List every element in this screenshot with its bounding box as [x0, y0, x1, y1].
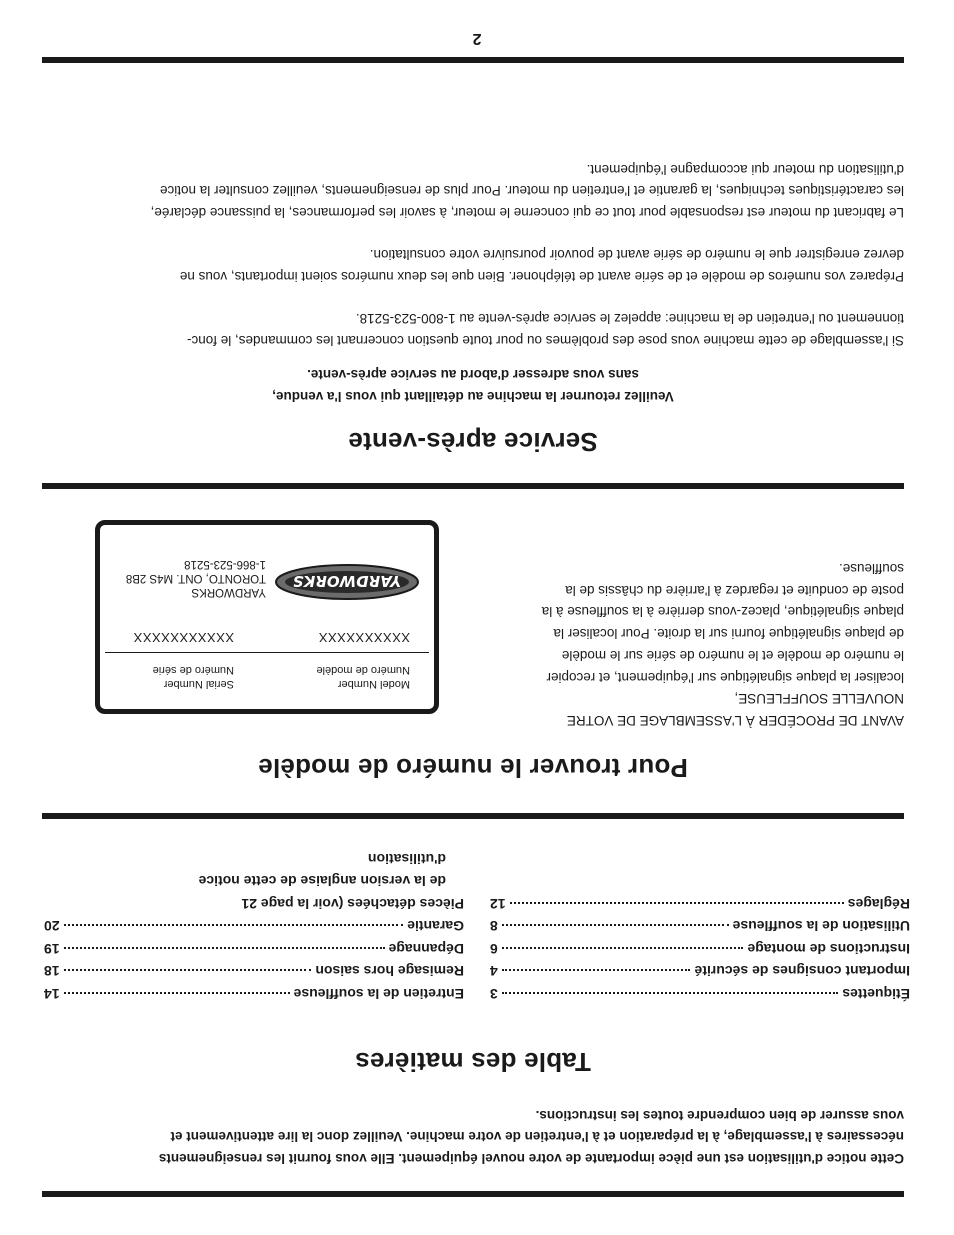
service-line: d'utilisation du moteur qui accompagne l'équipement. [586, 162, 904, 177]
divider-rule [42, 57, 904, 63]
model-title: Pour trouver le numéro de modèle [258, 753, 688, 783]
toc-entry[interactable] [490, 912, 910, 935]
toc-entry-parts-cont [44, 867, 464, 890]
model-plate-card [95, 520, 439, 714]
paragraph-gap [42, 287, 904, 308]
toc-entry-label: Réglages [847, 896, 910, 912]
intro-line: vous assurer de bien comprendre toutes les instructions. [535, 1108, 904, 1123]
toc-entry-label: Pièces détachées (voir la page 21 [241, 896, 464, 912]
yardworks-logo-icon [274, 561, 420, 603]
serial-value[interactable]: XXXXXXXXXXX [133, 630, 234, 645]
logo-text: YARDWORKS [292, 572, 402, 590]
toc-entry[interactable] [490, 890, 910, 913]
card-company: YARDWORKS [191, 586, 266, 598]
intro-line: nécessaires à l'assemblage, à la préparation et à l'entretien de votre machine. Veuillez donc la lire attentivement et [170, 1129, 904, 1145]
card-city: TORONTO, ONT. M4S 2B8 [125, 572, 266, 584]
toc-leader [502, 970, 691, 972]
toc-entry-label: Entretien de la souffleuse [293, 986, 464, 1002]
service-line: devrez enregistrer que le numéro de série avant de pouvoir poursuivre votre consultation. [369, 247, 904, 263]
toc-leader [510, 902, 844, 904]
serial-label-fr: Numéro de série [152, 664, 234, 676]
paragraph-gap [42, 223, 904, 244]
toc-entry[interactable] [44, 912, 464, 935]
toc-leader [502, 947, 744, 949]
card-phone: 1-866-523-5218 [184, 558, 266, 570]
toc-entry-page: 20 [44, 918, 60, 935]
toc-entry-parts[interactable] [44, 890, 464, 913]
service-notice-line: Veuillez retourner la machine au détaillant qui vous l'a vendue, [272, 389, 674, 404]
model-line: poste de conduite et regardez à l'arrière du châssis de la [565, 582, 904, 598]
toc-entry-page: 19 [44, 941, 60, 957]
intro-paragraph [42, 1105, 904, 1170]
toc-left-column [490, 890, 910, 1003]
toc-entry-page: 6 [490, 941, 498, 957]
model-label-en: Model Number [337, 678, 410, 690]
divider-rule [42, 483, 904, 489]
toc-leader [64, 925, 404, 927]
toc-entry-label: Important consignes de sécurité [694, 963, 910, 980]
service-line: les caractéristiques techniques, la garantie et l'entretien du moteur. Pour plus de renseignements, veuillez consulter la notice [160, 183, 904, 199]
service-line: Si l'assemblage de cette machine vous pose des problèmes ou pour toute question concernant les commandes, le fonc- [187, 333, 904, 348]
toc-entry-label: Dépannage [388, 941, 464, 957]
toc-entry-page: 4 [490, 963, 498, 980]
model-label [316, 663, 410, 691]
service-paragraphs [42, 159, 904, 352]
toc-entry-label: Remisage hors saison [315, 963, 464, 980]
toc-entry-page: 14 [44, 986, 60, 1002]
service-notice-line: sans vous adresser d'abord au service après-vente. [307, 367, 639, 383]
model-line: plaque signalétique, placez-vous derrière à la souffleuse à la [541, 604, 904, 620]
toc-entry[interactable] [44, 935, 464, 958]
model-label-fr: Numéro de modèle [316, 664, 410, 676]
toc-entry-page: 8 [490, 918, 498, 935]
card-divider [105, 652, 429, 653]
divider-rule [42, 1191, 904, 1197]
serial-label [153, 663, 234, 691]
divider-rule [42, 813, 904, 819]
toc-entry-label: Instructions de montage [747, 941, 910, 957]
toc-leader [502, 925, 729, 927]
toc-leader [64, 947, 385, 949]
service-line: Préparez vos numéros de modèle et de série avant de téléphoner. Bien que les deux numéros soient importants, vous ne [179, 269, 904, 284]
page-number: 2 [472, 30, 482, 47]
toc-leader [502, 992, 839, 994]
toc-entry-label: Étiquettes [842, 986, 910, 1002]
yardworks-logo [274, 561, 420, 603]
toc-entry[interactable] [490, 935, 910, 958]
model-line: localiser la plaque signalétique sur l'équipement, et recopier [546, 669, 904, 685]
model-value[interactable]: XXXXXXXXXX [318, 630, 410, 645]
service-title: Service après-vente [348, 427, 598, 457]
model-instructions [504, 557, 904, 731]
toc-leader [64, 992, 290, 994]
intro-line: Cette notice d'utilisation est une pièce importante de votre nouvel équipement. Elle vous fournit les renseignements [158, 1151, 904, 1166]
toc-entry-page: 3 [490, 986, 498, 1002]
toc-entry-parts-cont [44, 845, 464, 868]
toc-entry-label: Garantie [407, 918, 464, 935]
model-line: AVANT DE PROCÉDER À L'ASSEMBLAGE DE VOTRE [566, 713, 904, 728]
toc-entry-page: 12 [490, 896, 506, 912]
toc-entry[interactable] [490, 957, 910, 980]
model-line: le numéro de modèle et le numéro de série sur le modèle [561, 647, 904, 663]
service-line: Le fabricant du moteur est responsable pour tout ce qui concerne le moteur, à savoir les performances, la puissance déclarée, [150, 205, 904, 220]
service-notice [42, 364, 904, 407]
toc-entry-label: de la version anglaise de cette notice [198, 873, 446, 890]
model-line: NOUVELLE SOUFFLEUSE, [734, 691, 904, 707]
toc-entry-page: 18 [44, 963, 60, 980]
toc-entry[interactable] [44, 980, 464, 1003]
toc-entry[interactable] [44, 957, 464, 980]
toc-right-column [44, 845, 464, 1003]
card-address [126, 557, 266, 599]
toc-entry[interactable] [490, 980, 910, 1003]
model-line: de plaque signalétique fourni sur la droite. Pour localiser la [553, 626, 904, 642]
toc-entry-label: Utilisation de la souffleuse [732, 918, 910, 935]
toc-title: Table des matières [355, 1047, 591, 1077]
service-line: tionnement ou l'entretien de la machine: appelez le service après-vente au 1-800-523-5218. [355, 311, 904, 327]
model-line: souffleuse. [838, 561, 904, 577]
toc-entry-label: d'utilisation [368, 851, 446, 867]
serial-label-en: Serial Number [163, 678, 234, 690]
toc-leader [64, 970, 312, 972]
